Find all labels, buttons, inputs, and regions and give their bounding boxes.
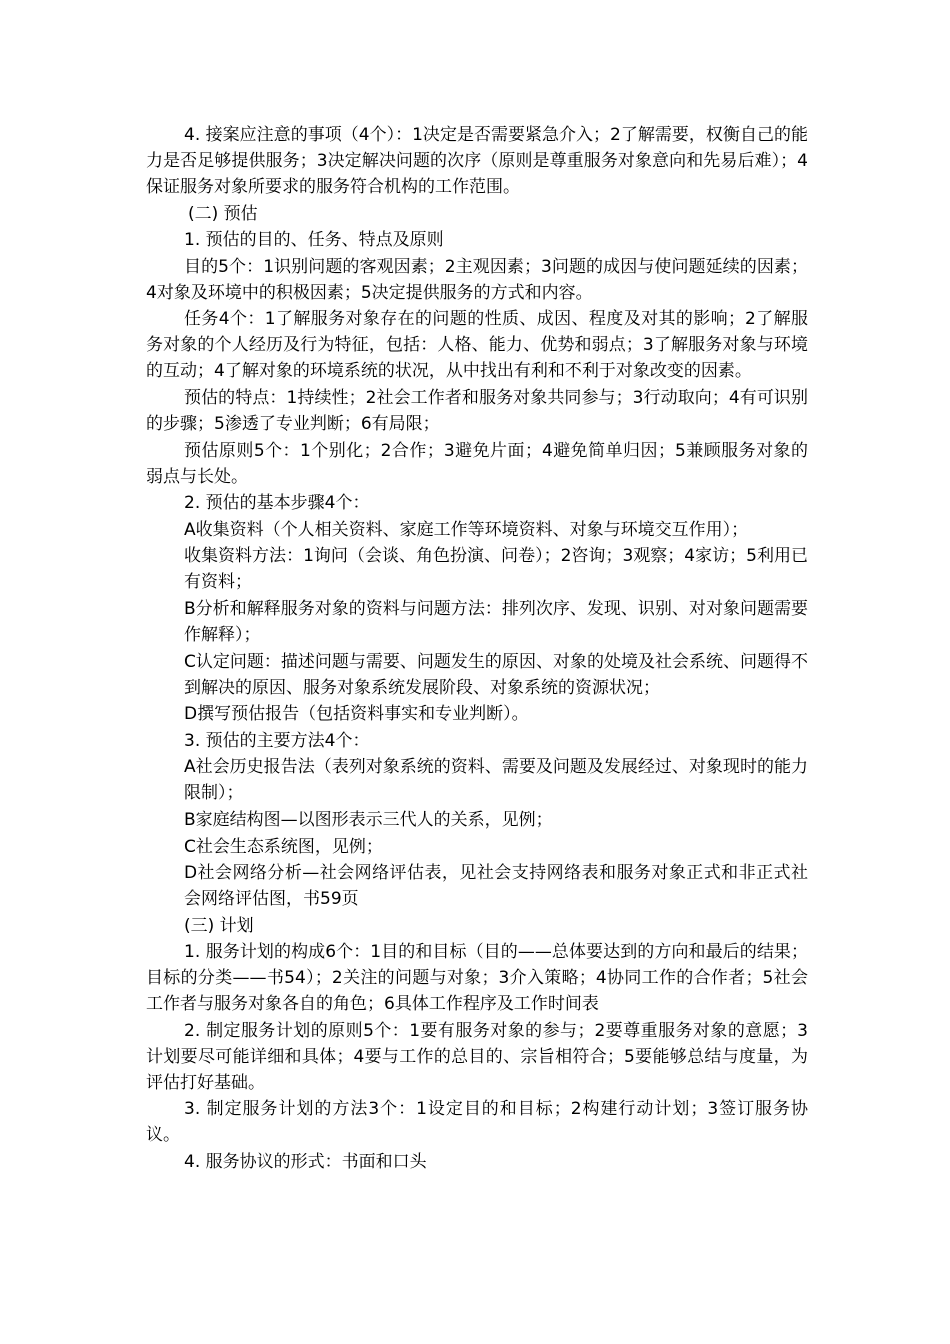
- subheading-assessment-steps: 2. 预估的基本步骤4个：: [184, 493, 370, 514]
- method-d-network-analysis: D社会网络分析—社会网络评估表，见社会支持网络表和服务对象正式和非正式社会网络评估图，书59页: [184, 863, 808, 910]
- paragraph-plan-principles: 2. 制定服务计划的原则5个：1要有服务对象的参与；2要尊重服务对象的意愿；3计划要尽可能详细和具体；4要与工作的总目的、宗旨相符合；5要能够总结与度量，为评估打好基础。: [146, 1020, 808, 1093]
- section-heading-planning: (三) 计划: [184, 915, 254, 936]
- document-page: [146, 122, 808, 1176]
- paragraph-plan-components: 1. 服务计划的构成6个：1目的和目标（目的——总体要达到的方向和最后的结果；目标的分类——书54）；2关注的问题与对象；3介入策略；4协同工作的合作者；5社会工作者与服务对象各自的角色；6具体工作程序及工作时间表: [146, 942, 808, 1015]
- section-heading-assessment: (二) 预估: [188, 203, 258, 224]
- paragraph-plan-methods: 3. 制定服务计划的方法3个：1设定目的和目标；2构建行动计划；3签订服务协议。: [146, 1099, 808, 1146]
- subheading-assessment-methods: 3. 预估的主要方法4个：: [184, 730, 370, 751]
- step-a-collect-data: A收集资料（个人相关资料、家庭工作等环境资料、对象与环境交互作用）；: [184, 519, 749, 540]
- subheading-assessment-purpose: 1. 预估的目的、任务、特点及原则: [184, 230, 444, 251]
- paragraph-agreement-forms: 4. 服务协议的形式：书面和口头: [184, 1152, 427, 1173]
- step-c-identify-problem: C认定问题：描述问题与需要、问题发生的原因、对象的处境及社会系统、问题得不到解决的原因、服务对象系统发展阶段、对象系统的资源状况；: [184, 651, 808, 698]
- paragraph-data-collection-methods: 收集资料方法：1询问（会谈、角色扮演、问卷）；2咨询；3观察；4家访；5利用已有资料；: [184, 546, 808, 593]
- step-b-analyze-data: B分析和解释服务对象的资料与问题方法：排列次序、发现、识别、对对象问题需要作解释）；: [184, 598, 808, 645]
- method-b-genogram: B家庭结构图—以图形表示三代人的关系，见例；: [184, 809, 553, 830]
- paragraph-assessment-goals: 目的5个：1识别问题的客观因素；2主观因素；3问题的成因与使问题延续的因素；4对象及环境中的积极因素；5决定提供服务的方式和内容。: [146, 256, 808, 303]
- step-d-write-report: D撰写预估报告（包括资料事实和专业判断）。: [184, 704, 529, 725]
- method-c-ecomap: C社会生态系统图，见例；: [184, 836, 383, 857]
- paragraph-intake-notes: 4. 接案应注意的事项（4个）：1决定是否需要紧急介入；2了解需要，权衡自己的能力是否足够提供服务；3决定解决问题的次序（原则是尊重服务对象意向和先易后难）；4保证服务对象所要求的服务符合机构的工作范围。: [146, 125, 808, 197]
- paragraph-assessment-tasks: 任务4个：1了解服务对象存在的问题的性质、成因、程度及对其的影响；2了解服务对象的个人经历及行为特征，包括：人格、能力、优势和弱点；3了解服务对象与环境的互动；4了解对象的环境系统的状况，从中找出有利和不利于对象改变的因素。: [146, 309, 808, 382]
- paragraph-assessment-principles: 预估原则5个：1个别化；2合作；3避免片面；4避免简单归因；5兼顾服务对象的弱点与长处。: [146, 440, 808, 487]
- paragraph-assessment-features: 预估的特点：1持续性；2社会工作者和服务对象共同参与；3行动取向；4有可识别的步骤；5渗透了专业判断；6有局限；: [146, 387, 808, 434]
- method-a-social-history: A社会历史报告法（表列对象系统的资料、需要及问题及发展经过、对象现时的能力限制）；: [184, 757, 808, 804]
